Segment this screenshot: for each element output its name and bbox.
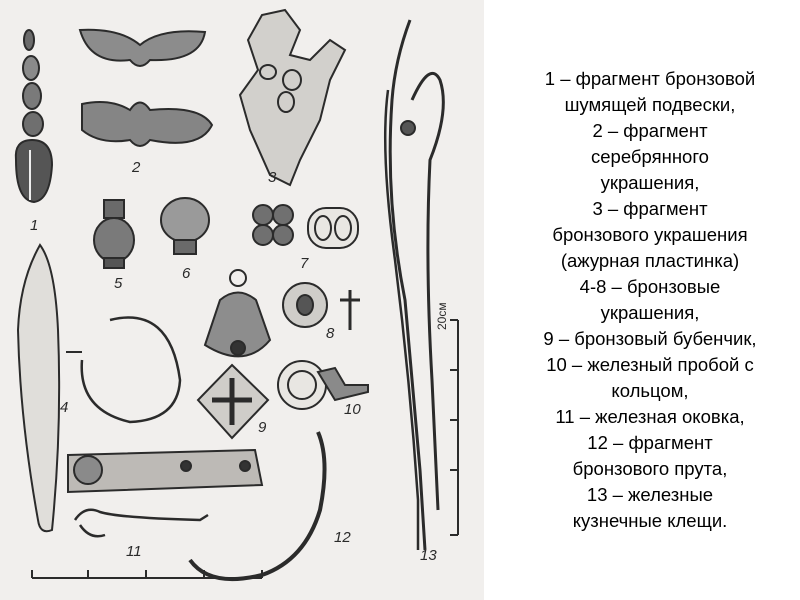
artifact-4-strip [18, 245, 59, 531]
caption-line: украшения, [600, 302, 700, 323]
scale-label: 20см [435, 302, 449, 330]
label-12: 12 [334, 529, 351, 546]
label-13: 13 [420, 547, 437, 564]
caption-line: 4-8 – бронзовые [579, 276, 721, 297]
label-3: 3 [268, 169, 277, 186]
caption-line: кольцом, [611, 380, 689, 401]
artifact-3-openwork-plate [240, 10, 345, 185]
label-5: 5 [114, 275, 123, 292]
caption-line: 1 – фрагмент бронзовой [544, 68, 756, 89]
caption-line: 2 – фрагмент [592, 120, 708, 141]
scale-bar-vertical [450, 320, 458, 535]
artifact-1-pendant [16, 30, 52, 202]
artifact-5-bead [94, 200, 134, 268]
caption-line: бронзового украшения [552, 224, 748, 245]
caption-line: кузнечные клещи. [572, 510, 728, 531]
caption-line: 9 – бронзовый бубенчик, [543, 328, 757, 349]
caption-line: бронзового прута, [572, 458, 728, 479]
label-6: 6 [182, 265, 191, 282]
artifact-6-ornament [161, 198, 209, 254]
caption-line: 3 – фрагмент [592, 198, 708, 219]
artifact-4-ring [82, 318, 180, 423]
artifact-13-tongs [385, 20, 443, 550]
label-10: 10 [344, 401, 361, 418]
label-8: 8 [326, 325, 335, 342]
caption-line: шумящей подвески, [564, 94, 736, 115]
artifact-11-fitting [68, 450, 262, 536]
label-1: 1 [30, 217, 39, 234]
caption-line: (ажурная пластинка) [560, 250, 740, 271]
label-7: 7 [300, 255, 309, 272]
caption-line: 10 – железный пробой с [546, 354, 754, 375]
figure-caption [506, 66, 794, 534]
label-11: 11 [126, 543, 142, 560]
caption-line: 13 – железные [586, 484, 714, 505]
caption-line: 11 – железная оковка, [555, 406, 745, 427]
caption-line: 12 – фрагмент [587, 432, 713, 453]
label-2: 2 [132, 159, 141, 176]
artifact-pendant-center [205, 270, 270, 356]
artifact-7-quatrefoil [253, 205, 358, 248]
scale-bar-horizontal [32, 570, 262, 578]
caption-line: серебрянного [591, 146, 709, 167]
label-9: 9 [258, 419, 267, 436]
artifact-2-ornament [80, 30, 212, 146]
label-4: 4 [60, 399, 69, 416]
caption-line: украшения, [600, 172, 700, 193]
artifact-8-pendant [283, 283, 360, 330]
